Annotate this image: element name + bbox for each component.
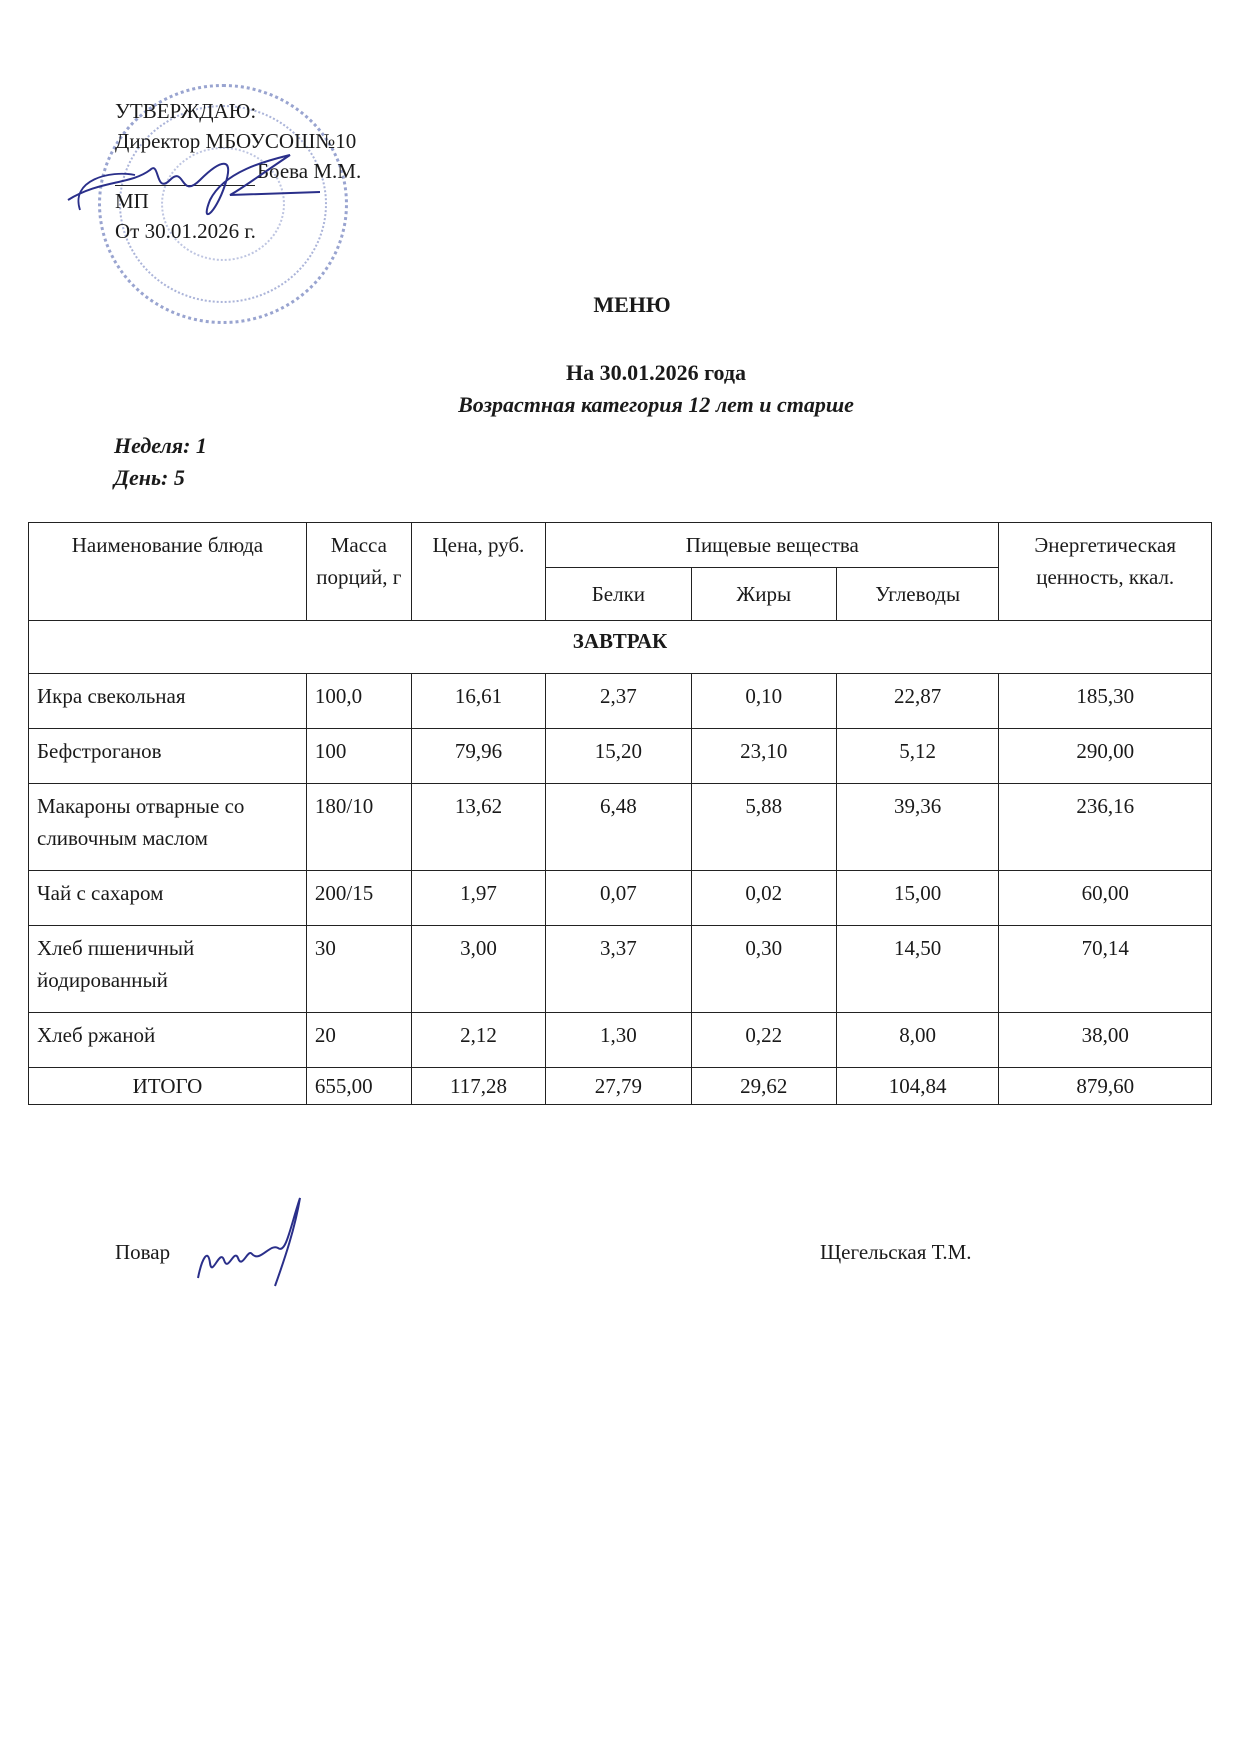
section-breakfast: ЗАВТРАК xyxy=(29,621,1212,674)
total-label: ИТОГО xyxy=(29,1068,307,1105)
dish-energy: 185,30 xyxy=(999,674,1212,729)
cook-name: Щегельская Т.М. xyxy=(820,1240,972,1264)
page-title: МЕНЮ xyxy=(593,292,671,317)
col-header-name: Наименование блюда xyxy=(29,523,307,621)
cook-signature-icon xyxy=(190,1188,340,1288)
dish-fat: 23,10 xyxy=(691,729,836,784)
dish-protein: 1,30 xyxy=(546,1013,691,1068)
col-header-fat: Жиры xyxy=(691,568,836,621)
col-header-mass: Масса порций, г xyxy=(306,523,411,621)
dish-mass: 100 xyxy=(306,729,411,784)
dish-fat: 0,30 xyxy=(691,926,836,1013)
approval-heading: УТВЕРЖДАЮ: xyxy=(115,99,257,123)
dish-mass: 20 xyxy=(306,1013,411,1068)
dish-name: Чай с сахаром xyxy=(29,871,307,926)
col-header-protein: Белки xyxy=(546,568,691,621)
week-day-block xyxy=(114,430,207,494)
table-row xyxy=(29,729,1212,784)
dish-name: Хлеб пшеничный йодированный xyxy=(29,926,307,1013)
dish-protein: 6,48 xyxy=(546,784,691,871)
col-header-energy: Энергетическая ценность, ккал. xyxy=(999,523,1212,621)
total-energy: 879,60 xyxy=(999,1068,1212,1105)
dish-carbs: 15,00 xyxy=(836,871,998,926)
total-fat: 29,62 xyxy=(691,1068,836,1105)
total-price: 117,28 xyxy=(411,1068,545,1105)
table-row xyxy=(29,784,1212,871)
age-category: Возрастная категория 12 лет и старше xyxy=(458,392,854,417)
dish-energy: 236,16 xyxy=(999,784,1212,871)
col-header-nutrients: Пищевые вещества xyxy=(546,523,999,568)
dish-carbs: 8,00 xyxy=(836,1013,998,1068)
col-header-carbs: Углеводы xyxy=(836,568,998,621)
table-row xyxy=(29,1013,1212,1068)
dish-price: 2,12 xyxy=(411,1013,545,1068)
cook-role: Повар xyxy=(115,1240,171,1264)
dish-fat: 0,10 xyxy=(691,674,836,729)
director-signature-icon xyxy=(60,140,330,230)
day-label: День: 5 xyxy=(114,465,185,490)
dish-price: 3,00 xyxy=(411,926,545,1013)
total-row xyxy=(29,1068,1212,1105)
total-carbs: 104,84 xyxy=(836,1068,998,1105)
dish-fat: 5,88 xyxy=(691,784,836,871)
dish-energy: 60,00 xyxy=(999,871,1212,926)
dish-protein: 15,20 xyxy=(546,729,691,784)
col-header-price: Цена, руб. xyxy=(411,523,545,621)
dish-carbs: 14,50 xyxy=(836,926,998,1013)
approval-position: Директор МБОУСОШ№10 xyxy=(115,129,357,153)
dish-protein: 2,37 xyxy=(546,674,691,729)
dish-price: 16,61 xyxy=(411,674,545,729)
total-protein: 27,79 xyxy=(546,1068,691,1105)
dish-carbs: 22,87 xyxy=(836,674,998,729)
dish-energy: 38,00 xyxy=(999,1013,1212,1068)
dish-name: Бефстроганов xyxy=(29,729,307,784)
table-row xyxy=(29,871,1212,926)
dish-fat: 0,22 xyxy=(691,1013,836,1068)
dish-name: Макароны отварные со сливочным маслом xyxy=(29,784,307,871)
dish-price: 13,62 xyxy=(411,784,545,871)
dish-protein: 0,07 xyxy=(546,871,691,926)
dish-mass: 100,0 xyxy=(306,674,411,729)
dish-name: Хлеб ржаной xyxy=(29,1013,307,1068)
director-name: Боева М.М. xyxy=(257,159,362,183)
table-row xyxy=(29,674,1212,729)
section-row xyxy=(29,621,1212,674)
dish-protein: 3,37 xyxy=(546,926,691,1013)
dish-price: 1,97 xyxy=(411,871,545,926)
week-label: Неделя: 1 xyxy=(114,433,207,458)
dish-mass: 30 xyxy=(306,926,411,1013)
dish-name: Икра свекольная xyxy=(29,674,307,729)
table-header-row xyxy=(29,523,1212,568)
dish-energy: 290,00 xyxy=(999,729,1212,784)
menu-date: На 30.01.2026 года xyxy=(565,360,747,385)
dish-fat: 0,02 xyxy=(691,871,836,926)
table-row xyxy=(29,926,1212,1013)
dish-mass: 180/10 xyxy=(306,784,411,871)
dish-carbs: 39,36 xyxy=(836,784,998,871)
dish-energy: 70,14 xyxy=(999,926,1212,1013)
dish-mass: 200/15 xyxy=(306,871,411,926)
total-mass: 655,00 xyxy=(306,1068,411,1105)
approval-date: От 30.01.2026 г. xyxy=(115,219,256,243)
stamp-label: МП xyxy=(115,189,149,213)
menu-table xyxy=(28,522,1212,1105)
dish-carbs: 5,12 xyxy=(836,729,998,784)
dish-price: 79,96 xyxy=(411,729,545,784)
